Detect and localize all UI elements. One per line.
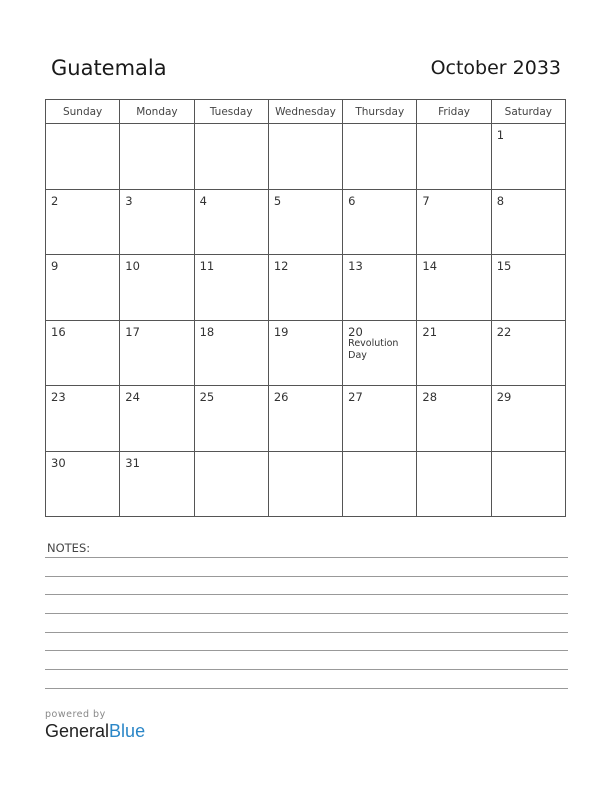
day-cell: [269, 452, 343, 518]
day-number: 17: [125, 324, 140, 339]
day-number: 12: [273, 259, 289, 273]
calendar-grid: [45, 99, 566, 517]
day-cell: [343, 452, 417, 518]
note-line: [45, 557, 568, 558]
weekday-header: Saturday: [492, 100, 566, 124]
day-cell: [120, 190, 194, 256]
day-number: 9: [51, 259, 59, 273]
day-cell: [46, 321, 120, 387]
day-cell: [46, 452, 120, 518]
day-number: 28: [422, 390, 438, 404]
day-number: 15: [496, 259, 512, 273]
day-cell: [343, 321, 417, 387]
day-number: 6: [348, 193, 356, 208]
day-cell: [492, 321, 566, 387]
day-cell: [195, 321, 269, 387]
brand-name-blue: Blue: [109, 721, 146, 741]
day-cell: [195, 452, 269, 518]
day-cell: [269, 190, 343, 256]
day-cell: [417, 255, 491, 321]
weekday-header: Tuesday: [195, 100, 269, 124]
day-number: 4: [199, 193, 207, 208]
day-cell: [46, 124, 120, 190]
day-number: 10: [125, 259, 140, 273]
day-number: 21: [422, 324, 438, 339]
note-line: [45, 576, 568, 577]
weekday-header: Wednesday: [269, 100, 343, 124]
day-number: 18: [199, 324, 215, 339]
weekday-header: Thursday: [343, 100, 417, 124]
day-number: 26: [273, 390, 289, 404]
day-cell: [417, 452, 491, 518]
day-cell: [46, 255, 120, 321]
day-cell: [195, 255, 269, 321]
brand-logo: [45, 709, 145, 742]
day-cell: [343, 124, 417, 190]
day-number: 24: [125, 390, 140, 404]
day-cell: [46, 190, 120, 256]
day-cell: [269, 386, 343, 452]
day-cell: [46, 386, 120, 452]
day-number: 16: [51, 324, 66, 339]
day-number: 31: [125, 455, 140, 470]
day-cell: [417, 190, 491, 256]
day-cell: [120, 321, 194, 387]
holiday-label: Revolution Day: [348, 337, 399, 361]
day-cell: [492, 255, 566, 321]
day-number: 13: [348, 259, 363, 273]
day-cell: [343, 386, 417, 452]
note-line: [45, 669, 568, 670]
day-number: 8: [496, 193, 505, 208]
day-cell: [343, 255, 417, 321]
day-cell: [417, 124, 491, 190]
day-number: 14: [422, 259, 438, 273]
weekday-header: Friday: [417, 100, 491, 124]
day-cell: [120, 452, 194, 518]
day-number: 25: [199, 390, 215, 404]
day-cell: [120, 124, 194, 190]
day-cell: [492, 452, 566, 518]
month-year-title: October 2033: [430, 57, 561, 79]
day-number: 22: [496, 324, 512, 339]
day-number: 11: [199, 259, 215, 273]
day-cell: [120, 255, 194, 321]
day-cell: [492, 386, 566, 452]
day-cell: [195, 386, 269, 452]
day-cell: [195, 124, 269, 190]
day-number: 1: [496, 128, 505, 142]
day-number: 5: [273, 193, 282, 208]
day-number: 19: [273, 324, 289, 339]
weekday-header: Sunday: [46, 100, 120, 124]
day-number: 2: [51, 193, 59, 208]
day-cell: [343, 190, 417, 256]
notes-label: NOTES:: [47, 541, 91, 555]
day-number: 7: [422, 193, 430, 208]
day-number: 20: [348, 324, 363, 339]
day-cell: [492, 124, 566, 190]
day-cell: [269, 321, 343, 387]
note-line: [45, 594, 568, 595]
day-cell: [417, 321, 491, 387]
day-number: 29: [496, 390, 512, 404]
country-title: Guatemala: [51, 56, 167, 80]
day-number: 23: [51, 390, 66, 404]
day-cell: [269, 124, 343, 190]
day-cell: [492, 190, 566, 256]
day-number: 30: [51, 455, 66, 470]
brand-name: [45, 721, 145, 742]
note-line: [45, 613, 568, 614]
day-number: 27: [348, 390, 363, 404]
note-line: [45, 688, 568, 689]
powered-by-text: powered by: [45, 709, 106, 720]
note-line: [45, 632, 568, 633]
day-cell: [120, 386, 194, 452]
note-line: [45, 650, 568, 651]
weekday-header: Monday: [120, 100, 194, 124]
day-cell: [195, 190, 269, 256]
day-number: 3: [125, 193, 133, 208]
day-cell: [269, 255, 343, 321]
day-cell: [417, 386, 491, 452]
brand-name-general: General: [45, 721, 110, 741]
